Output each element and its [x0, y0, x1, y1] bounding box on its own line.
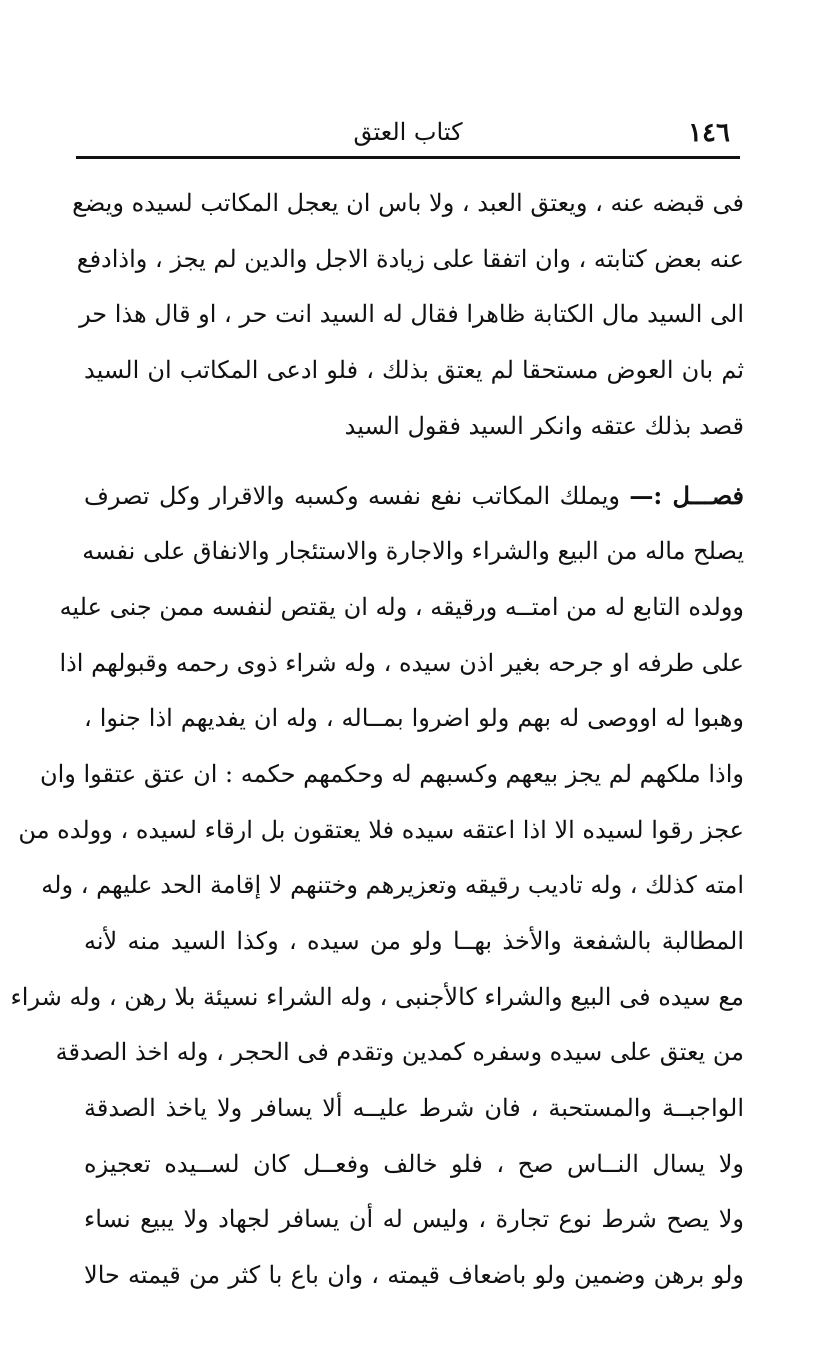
text-line: المطالبة بالشفعة والأخذ بهــا ولو من سيده ، وكذا السيد منه لأنه — [84, 926, 744, 955]
text-line: قصد بذلك عتقه وانكر السيد فقول السيد — [344, 411, 744, 440]
text-line: من يعتق على سيده وسفره كمدين وتقدم فى الحجر ، وله اخذ الصدقة — [55, 1038, 744, 1067]
text-line: الى السيد مال الكتابة ظاهرا فقال له السيد انت حر ، او قال هذا حر — [79, 300, 744, 329]
paragraph-gap — [84, 454, 744, 468]
text-line: مع سيده فى البيع والشراء كالأجنبى ، وله الشراء نسيئة بلا رهن ، وله شراء — [10, 982, 744, 1011]
section-first-line — [84, 468, 744, 524]
text-line: الواجبــة والمستحبة ، فان شرط عليــه ألا يسافر ولا ياخذ الصدقة — [84, 1094, 744, 1122]
text-line: عنه بعض كتابته ، وان اتفقا على زيادة الاجل والدين لم يجز ، واذادفع — [76, 244, 744, 273]
text-line: وهبوا له اووصى له بهم ولو اضروا بمــاله ، وله ان يفديهم اذا جنوا ، — [84, 704, 744, 733]
page-number: ١٤٦ — [688, 118, 730, 148]
text-line: على طرفه او جرحه بغير اذن سيده ، وله شراء ذوى رحمه وقبولهم اذا — [59, 648, 744, 677]
body-text — [10, 176, 744, 1304]
section-label: فصـــل :— — [629, 481, 744, 511]
header-rule — [76, 156, 740, 159]
text-line: امته كذلك ، وله تاديب رقيقه وتعزيرهم وختنهم لا إقامة الحد عليهم ، وله — [41, 871, 744, 900]
text-line: ولو برهن وضمين ولو باضعاف قيمته ، وان باع با كثر من قيمته حالا — [84, 1261, 744, 1290]
paragraph-2 — [10, 468, 744, 1303]
text-line: عجز رقوا لسيده الا اذا اعتقه سيده فلا يعتقون بل ارقاء لسيده ، وولده من — [18, 815, 744, 844]
text-line: وولده التابع له من امتــه ورقيقه ، وله ان يقتص لنفسه ممن جنى عليه — [59, 592, 744, 621]
text-line: واذا ملكهم لم يجز بيعهم وكسبهم له وحكمهم حكمه : ان عتق عتقوا وان — [39, 759, 744, 788]
paragraph-1 — [72, 176, 744, 454]
running-title: كتاب العتق — [353, 118, 463, 146]
running-head — [76, 112, 740, 156]
text-line: فى قبضه عنه ، ويعتق العبد ، ولا باس ان يعجل المكاتب لسيده ويضع — [72, 189, 744, 217]
text-line: يصلح ماله من البيع والشراء والاجارة والاستئجار والانفاق على نفسه — [82, 537, 744, 566]
text-line: ثم بان العوض مستحقا لم يعتق بذلك ، فلو ادعى المكاتب ان السيد — [84, 356, 744, 385]
text-line: ولا يصح شرط نوع تجارة ، وليس له أن يسافر لجهاد ولا يبيع نساء — [84, 1205, 744, 1234]
text-line: ولا يسال النــاس صح ، فلو خالف وفعــل كان لســيده تعجيزه — [84, 1149, 744, 1178]
section-first-line-text: ويملك المكاتب نفع نفسه وكسبه والاقرار وكل تصرف — [84, 482, 630, 511]
